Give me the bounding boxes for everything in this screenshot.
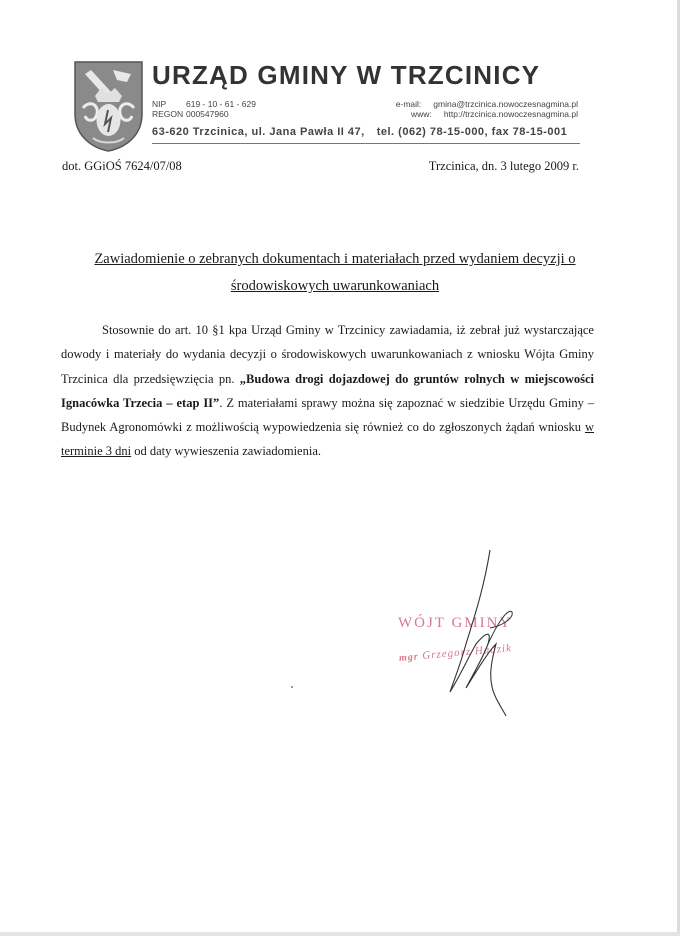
scan-edge-bottom xyxy=(0,932,680,936)
deadline-text: w terminie 3 dni xyxy=(61,420,594,459)
regon-label: REGON xyxy=(152,109,184,119)
body-part-2: . Z materiałami sprawy można się zapoznać w siedzibie Urzędu Gminy – Budynek Agronomówki z możliwością wypowiedzenia się również co do zgłoszonych żądań wniosku xyxy=(61,395,594,435)
postal-address: 63-620 Trzcinica, ul. Jana Pawła II 47, xyxy=(152,126,365,138)
organization-name: URZĄD GMINY W TRZCINICY xyxy=(152,60,541,90)
address-line xyxy=(152,126,567,138)
stamp-name: Grzegorz Hadzik xyxy=(421,642,513,662)
stamp-title: WÓJT GMINY xyxy=(398,615,513,631)
body-paragraph xyxy=(61,318,594,464)
body-part-1: Stosownie do art. 10 §1 kpa Urząd Gminy w Trzcinicy zawiadamia, iż zebrał już wystarczające dowody i materiały do wydania decyzji o środowiskowych uwarunkowaniach z wniosku Wójta Gminy Trzcinica dla przedsięwzięcia pn. xyxy=(61,323,594,386)
www-value[interactable]: http://trzcinica.nowoczesnagmina.pl xyxy=(443,109,578,119)
email-label: e-mail: xyxy=(395,99,422,109)
project-name: „Budowa drogi dojazdowej do gruntów rolnych w miejscowości Ignacówka Trzecia – etap II” xyxy=(61,371,594,410)
letterhead-divider xyxy=(152,143,580,144)
coat-of-arms-icon xyxy=(73,60,144,152)
nip-value: 619 - 10 - 61 - 629 xyxy=(186,99,256,109)
body-part-3: od daty wywieszenia zawiadomienia. xyxy=(131,444,321,459)
handwritten-signature xyxy=(430,548,530,718)
place-date: Trzcinica, dn. 3 lutego 2009 r. xyxy=(428,159,579,173)
regon-line xyxy=(152,109,229,119)
page-speck xyxy=(291,686,293,688)
nip-line xyxy=(152,99,256,109)
reference-number: dot. GGiOŚ 7624/07/08 xyxy=(62,159,182,173)
www-label: www: xyxy=(411,109,432,119)
regon-value: 000547960 xyxy=(186,109,229,119)
phone-fax: tel. (062) 78-15-000, fax 78-15-001 xyxy=(376,126,568,138)
stamp-prefix: mgr xyxy=(398,651,420,664)
email-line xyxy=(396,99,578,109)
nip-label: NIP xyxy=(152,99,167,109)
document-heading: Zawiadomienie o zebranych dokumentach i materiałach przed wydaniem decyzji o środowiskowych uwarunkowaniach xyxy=(94,251,576,294)
www-line xyxy=(411,109,578,119)
email-value[interactable]: gmina@trzcinica.nowoczesnagmina.pl xyxy=(433,99,578,109)
